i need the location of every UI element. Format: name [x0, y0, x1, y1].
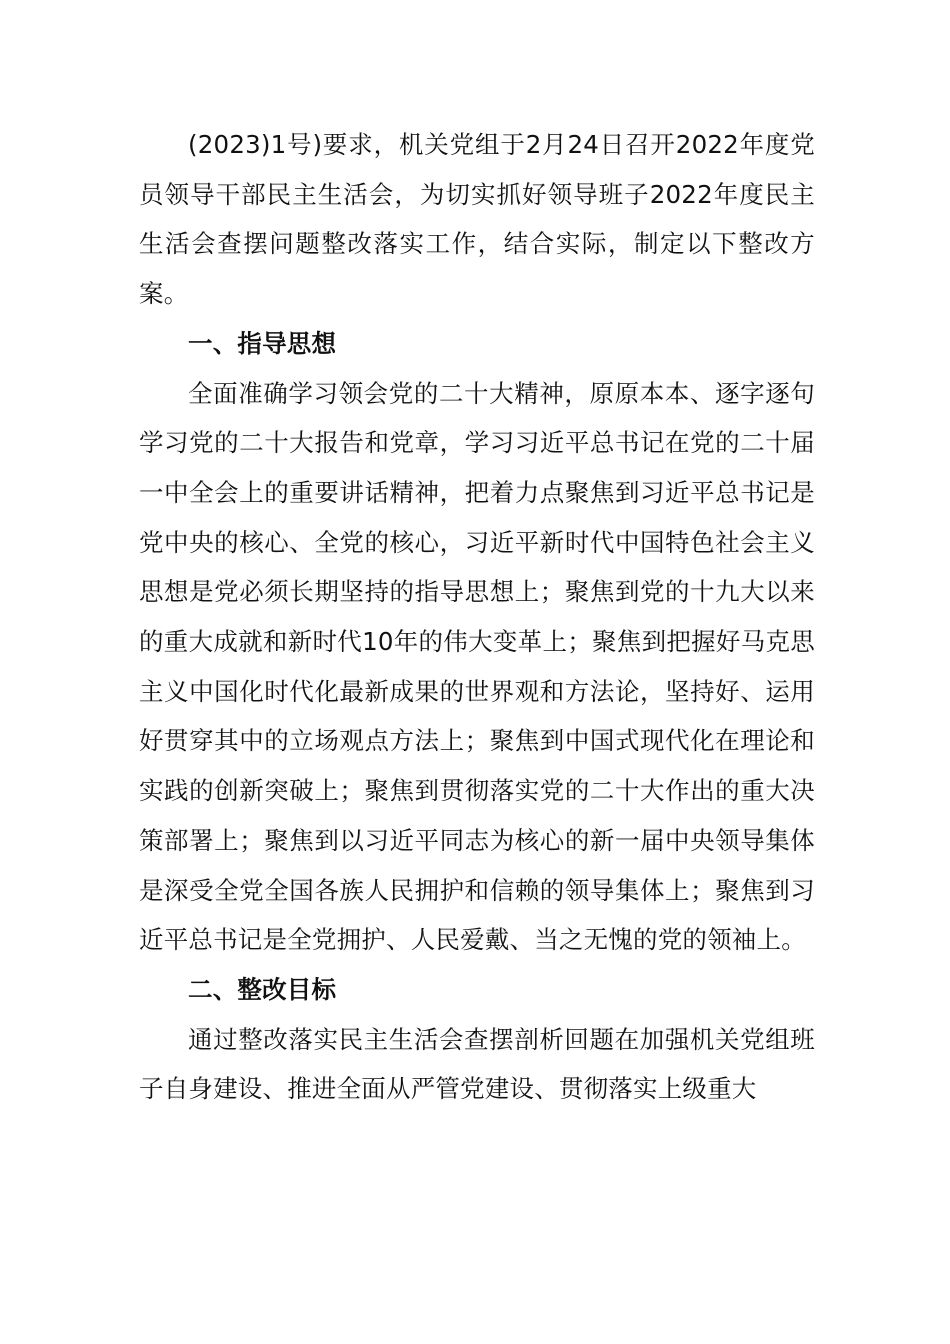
- rectification-goals-paragraph: 通过整改落实民主生活会查摆剖析回题在加强机关党组班子自身建设、推进全面从严管党建设、贯彻落实上级重大: [139, 1024, 815, 1104]
- intro-paragraph: (2023)1号)要求，机关党组于2月24日召开2022年度党员领导干部民主生活会，为切实抓好领导班子2022年度民主生活会查摆问题整改落实工作，结合实际，制定以下整改方案。: [139, 130, 815, 309]
- guiding-ideology-paragraph: 全面准确学习领会党的二十大精神，原原本本、逐字逐句学习党的二十大报告和党章，学习习近平总书记在党的二十届一中全会上的重要讲话精神，把着力点聚焦到习近平总书记是党中央的核心、全党的核心，习近平新时代中国特色社会主义思想是党必须长期坚持的指导思想上；聚焦到党的十九大以来的重大成就和新时代10年的伟大变革上；聚焦到把握好马克思主义中国化时代化最新成果的世界观和方法论，坚持好、运用好贯穿其中的立场观点方法上；聚焦到中国式现代化在理论和实践的创新突破上；聚焦到贯彻落实党的二十大作出的重大决策部署上；聚焦到以习近平同志为核心的新一届中央领导集体是深受全党全国各族人民拥护和信赖的领导集体上；聚焦到习近平总书记是全党拥护、人民爱戴、当之无愧的党的领袖上。: [139, 378, 815, 955]
- section-heading-guiding-ideology: 一、指导思想: [188, 328, 337, 358]
- document-body: [139, 120, 815, 1114]
- section-heading-rectification-goals: 二、整改目标: [188, 974, 337, 1004]
